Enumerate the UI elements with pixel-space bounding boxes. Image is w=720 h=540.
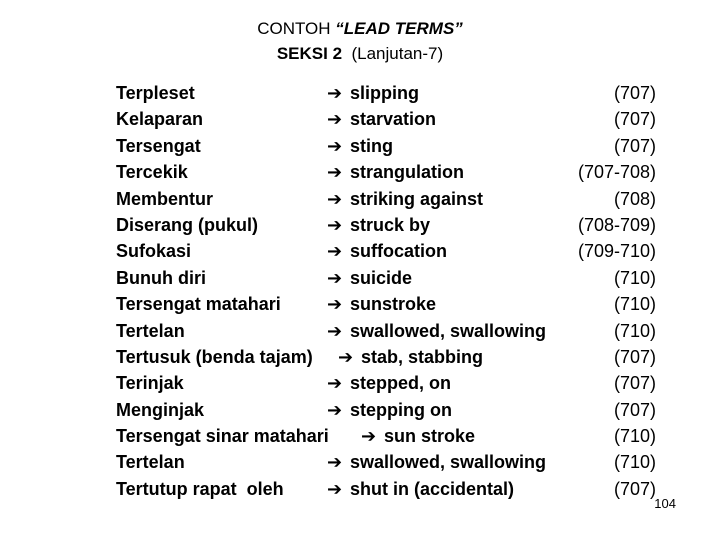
page-reference: (707)	[613, 346, 656, 367]
indonesian-term: Tercekik	[116, 162, 188, 183]
term-row	[0, 80, 720, 106]
indonesian-term: Tersengat sinar matahari	[116, 426, 329, 447]
arrow-right-icon: ➔	[327, 83, 343, 103]
english-term: stab, stabbing	[361, 346, 484, 367]
arrow-right-icon: ➔	[327, 452, 343, 473]
arrow-right-icon: ➔	[338, 346, 354, 367]
page-reference: (710)	[613, 294, 656, 315]
indonesian-term: Tertusuk (benda tajam)	[116, 346, 313, 367]
term-row	[0, 186, 720, 212]
page-reference: (710)	[613, 452, 656, 473]
section-label: SEKSI 2	[276, 44, 343, 63]
arrow-right-icon: ➔	[327, 109, 343, 130]
indonesian-term: Membentur	[116, 188, 214, 209]
term-row	[0, 212, 720, 238]
page-reference: (707-708)	[577, 162, 656, 183]
page-reference: (710)	[613, 426, 656, 447]
page-reference: (709-710)	[577, 241, 656, 262]
term-row	[0, 449, 720, 475]
page-reference: (707)	[613, 109, 656, 130]
arrow-right-icon: ➔	[361, 426, 377, 447]
title-emphasis: “LEAD TERMS”	[335, 19, 463, 38]
term-row	[0, 318, 720, 344]
page-reference: (710)	[613, 267, 656, 288]
term-row	[0, 159, 720, 185]
english-term: stepping on	[350, 399, 452, 420]
arrow-right-icon: ➔	[327, 162, 343, 183]
indonesian-term: Tertutup rapat oleh	[116, 478, 284, 499]
arrow-right-icon: ➔	[327, 399, 343, 420]
continuation-label: (Lanjutan-7)	[351, 44, 444, 63]
term-row	[0, 106, 720, 132]
arrow-right-icon: ➔	[327, 241, 343, 262]
indonesian-term: Kelaparan	[116, 109, 204, 130]
page-reference: (707)	[613, 478, 656, 499]
english-term: sunstroke	[350, 294, 437, 315]
arrow-right-icon: ➔	[327, 214, 343, 235]
term-row	[0, 133, 720, 159]
page-reference: (707)	[613, 399, 656, 420]
arrow-right-icon: ➔	[327, 373, 343, 394]
indonesian-term: Bunuh diri	[116, 267, 206, 288]
title-prefix: CONTOH	[257, 19, 336, 38]
indonesian-term: Menginjak	[116, 399, 205, 420]
page-reference: (708)	[613, 188, 656, 209]
arrow-right-icon: ➔	[327, 320, 343, 341]
english-term: strangulation	[350, 162, 465, 183]
term-row	[0, 370, 720, 396]
english-term: suicide	[350, 267, 413, 288]
english-term: swallowed, swallowing	[350, 452, 547, 473]
english-term: striking against	[350, 188, 484, 209]
term-row	[0, 423, 720, 449]
page-reference: (707)	[613, 83, 656, 103]
indonesian-term: Terpleset	[116, 83, 195, 103]
slide-title	[0, 18, 720, 40]
arrow-right-icon: ➔	[327, 135, 343, 156]
term-row	[0, 476, 720, 502]
english-term: slipping	[350, 83, 419, 103]
page-reference: (707)	[613, 373, 656, 394]
arrow-right-icon: ➔	[327, 267, 343, 288]
term-row	[0, 265, 720, 291]
slide-subtitle	[0, 43, 720, 65]
indonesian-term: Diserang (pukul)	[116, 214, 259, 235]
term-row	[0, 238, 720, 264]
english-term: sting	[350, 135, 393, 156]
english-term: shut in (accidental)	[350, 478, 515, 499]
english-term: stepped, on	[350, 373, 452, 394]
arrow-right-icon: ➔	[327, 478, 343, 499]
arrow-right-icon: ➔	[327, 188, 343, 209]
indonesian-term: Tertelan	[116, 320, 185, 341]
english-term: suffocation	[350, 241, 447, 262]
indonesian-term: Sufokasi	[116, 241, 192, 262]
page-reference: (710)	[613, 320, 656, 341]
term-list	[0, 80, 720, 502]
english-term: sun stroke	[384, 426, 476, 447]
page-number: 104	[654, 496, 676, 511]
arrow-right-icon: ➔	[327, 294, 343, 315]
english-term: struck by	[350, 214, 431, 235]
term-row	[0, 291, 720, 317]
english-term: starvation	[350, 109, 437, 130]
indonesian-term: Tertelan	[116, 452, 185, 473]
term-row	[0, 344, 720, 370]
page-reference: (708-709)	[577, 214, 656, 235]
indonesian-term: Tersengat	[116, 135, 201, 156]
indonesian-term: Terinjak	[116, 373, 184, 394]
english-term: swallowed, swallowing	[350, 320, 547, 341]
term-row	[0, 397, 720, 423]
indonesian-term: Tersengat matahari	[116, 294, 281, 315]
page-reference: (707)	[613, 135, 656, 156]
